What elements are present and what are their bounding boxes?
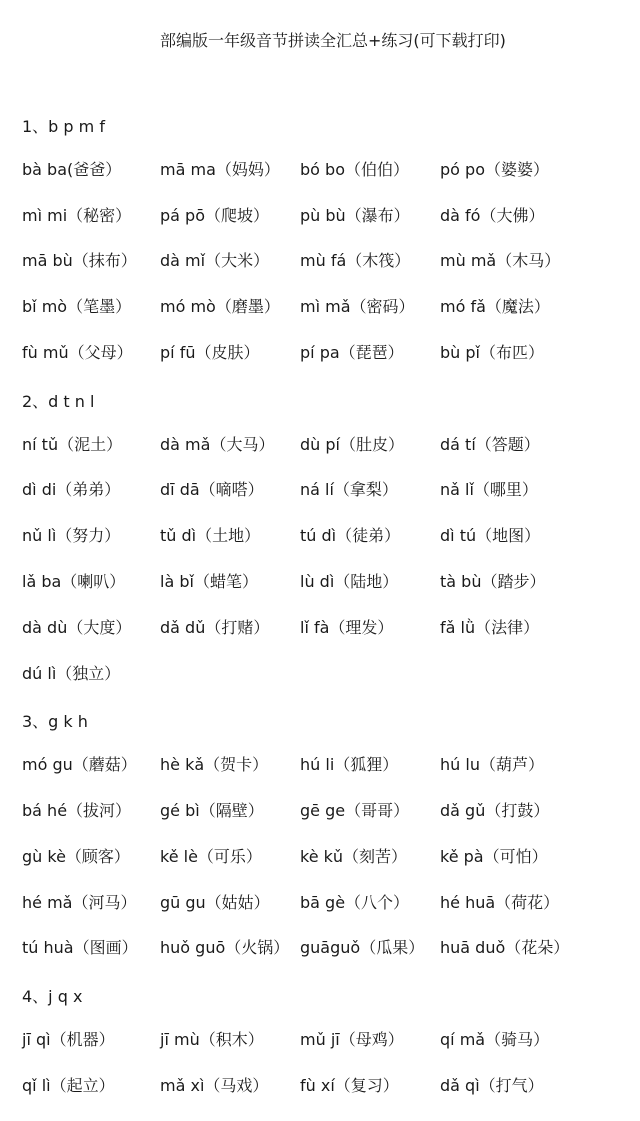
pinyin-word: dà mǐ（大米）: [160, 251, 270, 271]
word-row: [22, 616, 622, 640]
pinyin-word: lǎ ba（喇叭）: [22, 572, 126, 591]
pinyin-word: ní tǔ（泥土）: [22, 434, 123, 454]
word-row: [22, 295, 622, 319]
pinyin-word: fǎ lǜ（法律）: [440, 617, 540, 637]
pinyin-word: hú lu（葫芦）: [440, 755, 544, 775]
word-row: [22, 570, 622, 594]
pinyin-word: fù mǔ（父母）: [22, 343, 133, 362]
pinyin-word: hé mǎ（河马）: [22, 892, 137, 912]
word-row: [22, 524, 622, 548]
section-heading: 1、b p m f: [22, 117, 105, 136]
word-row: [22, 753, 622, 777]
page-title: 部编版一年级音节拼读全汇总+练习(可下载打印): [160, 31, 506, 50]
pinyin-word: gé bì（隔壁）: [160, 801, 264, 820]
pinyin-word: bó bo（伯伯）: [300, 159, 409, 179]
pinyin-word: pá pō（爬坡）: [160, 205, 269, 225]
pinyin-word: tú dì（徒弟）: [300, 526, 401, 546]
pinyin-word: gē ge（哥哥）: [300, 801, 410, 820]
pinyin-word: kě lè（可乐）: [160, 846, 262, 866]
word-row: [22, 158, 622, 182]
pinyin-word: dù pí（肚皮）: [300, 434, 404, 454]
pinyin-word: bā gè（八个）: [300, 892, 410, 912]
pinyin-word: nǎ lǐ（哪里）: [440, 480, 538, 500]
pinyin-word: dà fó（大佛）: [440, 205, 545, 225]
word-row: [22, 1028, 622, 1052]
pinyin-word: mó fǎ（魔法）: [440, 297, 550, 317]
pinyin-word: lù dì（陆地）: [300, 572, 399, 591]
pinyin-word: bà ba(爸爸）: [22, 159, 122, 179]
section-heading: 2、d t n l: [22, 391, 95, 411]
pinyin-word: qí mǎ（骑马）: [440, 1030, 550, 1049]
word-row: [22, 662, 622, 686]
pinyin-word: dì di（弟弟）: [22, 480, 121, 500]
pinyin-word: nǔ lì（努力）: [22, 526, 121, 546]
word-row: [22, 433, 622, 457]
pinyin-word: jī mù（积木）: [160, 1030, 264, 1049]
pinyin-word: bù pǐ（布匹）: [440, 343, 544, 362]
pinyin-word: guāguǒ（瓜果）: [300, 938, 425, 958]
pinyin-word: ná lí（拿梨）: [300, 480, 398, 500]
pinyin-word: dà mǎ（大马）: [160, 434, 275, 454]
pinyin-word: tà bù（踏步）: [440, 572, 546, 591]
pinyin-word: mó mò（磨墨）: [160, 297, 280, 317]
pinyin-word: fù xí（复习）: [300, 1075, 399, 1095]
pinyin-word: kě pà（可怕）: [440, 846, 548, 866]
word-row: [22, 891, 622, 915]
pinyin-word: kè kǔ（刻苦）: [300, 846, 408, 866]
pinyin-word: tǔ dì（土地）: [160, 526, 261, 546]
word-row: [22, 341, 622, 365]
pinyin-word: pí fū（皮肤）: [160, 343, 260, 362]
pinyin-word: mǔ jī（母鸡）: [300, 1030, 404, 1049]
word-row: [22, 845, 622, 869]
section-heading: 3、g k h: [22, 712, 88, 732]
pinyin-word: pù bù（瀑布）: [300, 205, 410, 225]
pinyin-word: dì tú（地图）: [440, 526, 541, 546]
pinyin-word: mù mǎ（木马）: [440, 251, 561, 271]
word-row: [22, 1074, 622, 1098]
pinyin-word: lǐ fà（理发）: [300, 617, 394, 637]
pinyin-word: hú li（狐狸）: [300, 755, 399, 775]
pinyin-word: bǐ mò（笔墨）: [22, 297, 132, 317]
pinyin-word: mā ma（妈妈）: [160, 159, 280, 179]
pinyin-word: mì mǎ（密码）: [300, 297, 415, 317]
pinyin-word: dī dā（嘀嗒）: [160, 480, 264, 500]
pinyin-word: dǎ qì（打气）: [440, 1075, 544, 1095]
pinyin-word: gù kè（顾客）: [22, 846, 130, 866]
pinyin-word: pó po（婆婆）: [440, 159, 549, 179]
word-row: [22, 478, 622, 502]
pinyin-word: dú lì（独立）: [22, 663, 121, 683]
section-heading: 4、j q x: [22, 987, 83, 1007]
pinyin-word: bá hé（拔河）: [22, 801, 132, 820]
pinyin-word: mó gu（蘑菇）: [22, 755, 137, 775]
pinyin-word: hé huā（荷花）: [440, 892, 560, 912]
pinyin-word: dà dù（大度）: [22, 617, 132, 637]
pinyin-word: mù fá（木筏）: [300, 251, 411, 271]
pinyin-word: gū gu（姑姑）: [160, 892, 270, 912]
pinyin-word: dǎ dǔ（打赌）: [160, 617, 270, 637]
pinyin-word: dá tí（答题）: [440, 434, 540, 454]
word-row: [22, 799, 622, 823]
word-row: [22, 936, 622, 960]
pinyin-word: là bǐ（蜡笔）: [160, 572, 258, 591]
word-row: [22, 204, 622, 228]
pinyin-word: huā duǒ（花朵）: [440, 938, 570, 958]
pinyin-word: pí pa（琵琶）: [300, 343, 404, 362]
pinyin-word: tú huà（图画）: [22, 938, 138, 958]
pinyin-word: hè kǎ（贺卡）: [160, 755, 269, 775]
pinyin-word: mā bù（抹布）: [22, 251, 137, 271]
pinyin-word: huǒ guō（火锅）: [160, 938, 290, 958]
pinyin-word: jī qì（机器）: [22, 1030, 115, 1049]
pinyin-word: qǐ lì（起立）: [22, 1075, 115, 1095]
pinyin-word: mì mi（秘密）: [22, 205, 132, 225]
pinyin-word: dǎ gǔ（打鼓）: [440, 801, 550, 820]
word-row: [22, 249, 622, 273]
pinyin-word: mǎ xì（马戏）: [160, 1075, 269, 1095]
